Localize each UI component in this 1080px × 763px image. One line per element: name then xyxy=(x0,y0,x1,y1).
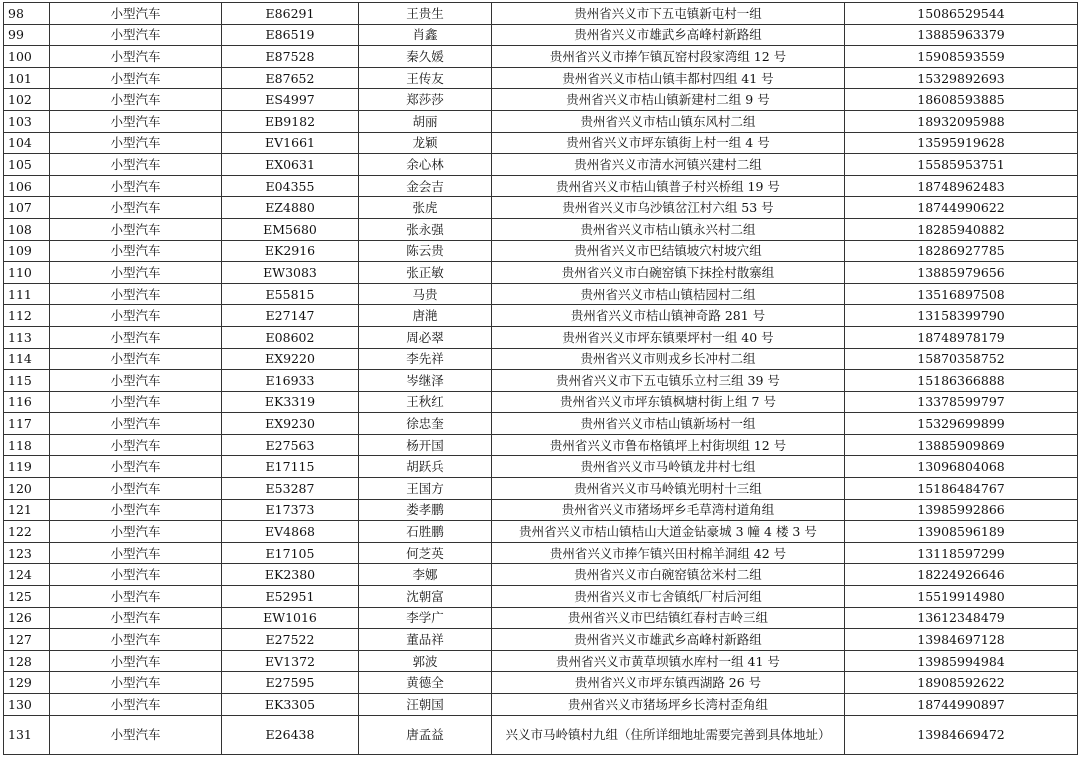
vehicle-owner-table xyxy=(3,2,1078,755)
plate-number-cell: EK2916 xyxy=(222,240,359,262)
vehicle-type-cell: 小型汽车 xyxy=(50,694,222,716)
plate-number-cell: EB9182 xyxy=(222,110,359,132)
address-cell: 贵州省兴义市下五屯镇乐立村三组 39 号 xyxy=(492,370,845,392)
address-cell: 贵州省兴义市则戎乡长冲村二组 xyxy=(492,348,845,370)
phone-cell: 15870358752 xyxy=(845,348,1078,370)
table-row xyxy=(4,694,1078,716)
vehicle-type-cell: 小型汽车 xyxy=(50,607,222,629)
address-cell: 贵州省兴义市雄武乡高峰村新路组 xyxy=(492,629,845,651)
phone-cell: 15585953751 xyxy=(845,154,1078,176)
row-number-cell: 130 xyxy=(4,694,50,716)
table-row xyxy=(4,478,1078,500)
owner-name-cell: 张正敏 xyxy=(359,262,492,284)
phone-cell: 18748962483 xyxy=(845,175,1078,197)
table-row xyxy=(4,24,1078,46)
vehicle-type-cell: 小型汽车 xyxy=(50,262,222,284)
phone-cell: 18608593885 xyxy=(845,89,1078,111)
table-row xyxy=(4,262,1078,284)
row-number-cell: 98 xyxy=(4,3,50,25)
owner-name-cell: 唐孟益 xyxy=(359,715,492,754)
row-number-cell: 127 xyxy=(4,629,50,651)
owner-name-cell: 马贵 xyxy=(359,283,492,305)
owner-name-cell: 杨开国 xyxy=(359,434,492,456)
table-row xyxy=(4,46,1078,68)
plate-number-cell: E04355 xyxy=(222,175,359,197)
plate-number-cell: EM5680 xyxy=(222,218,359,240)
address-cell: 贵州省兴义市巴结镇红春村吉岭三组 xyxy=(492,607,845,629)
vehicle-type-cell: 小型汽车 xyxy=(50,499,222,521)
plate-number-cell: EX9220 xyxy=(222,348,359,370)
plate-number-cell: E17373 xyxy=(222,499,359,521)
table-row xyxy=(4,175,1078,197)
owner-name-cell: 沈朝富 xyxy=(359,586,492,608)
owner-name-cell: 余心林 xyxy=(359,154,492,176)
vehicle-type-cell: 小型汽车 xyxy=(50,89,222,111)
vehicle-type-cell: 小型汽车 xyxy=(50,283,222,305)
phone-cell: 18286927785 xyxy=(845,240,1078,262)
plate-number-cell: E17105 xyxy=(222,542,359,564)
phone-cell: 18224926646 xyxy=(845,564,1078,586)
row-number-cell: 123 xyxy=(4,542,50,564)
vehicle-type-cell: 小型汽车 xyxy=(50,564,222,586)
address-cell: 贵州省兴义市鲁布格镇坪上村街坝组 12 号 xyxy=(492,434,845,456)
table-row xyxy=(4,499,1078,521)
address-cell: 贵州省兴义市巴结镇坡穴村坡穴组 xyxy=(492,240,845,262)
vehicle-type-cell: 小型汽车 xyxy=(50,305,222,327)
row-number-cell: 113 xyxy=(4,326,50,348)
owner-name-cell: 龙颖 xyxy=(359,132,492,154)
vehicle-type-cell: 小型汽车 xyxy=(50,456,222,478)
vehicle-type-cell: 小型汽车 xyxy=(50,218,222,240)
address-cell: 贵州省兴义市七舍镇纸厂村后河组 xyxy=(492,586,845,608)
owner-name-cell: 徐忠奎 xyxy=(359,413,492,435)
table-row xyxy=(4,370,1078,392)
phone-cell: 18908592622 xyxy=(845,672,1078,694)
phone-cell: 13158399790 xyxy=(845,305,1078,327)
phone-cell: 18744990897 xyxy=(845,694,1078,716)
table-row xyxy=(4,197,1078,219)
phone-cell: 15519914980 xyxy=(845,586,1078,608)
table-row xyxy=(4,586,1078,608)
plate-number-cell: E08602 xyxy=(222,326,359,348)
vehicle-type-cell: 小型汽车 xyxy=(50,46,222,68)
plate-number-cell: EV4868 xyxy=(222,521,359,543)
phone-cell: 13984669472 xyxy=(845,715,1078,754)
owner-name-cell: 黄德全 xyxy=(359,672,492,694)
owner-name-cell: 郑莎莎 xyxy=(359,89,492,111)
vehicle-type-cell: 小型汽车 xyxy=(50,132,222,154)
address-cell: 贵州省兴义市桔山镇丰都村四组 41 号 xyxy=(492,67,845,89)
address-cell: 贵州省兴义市猪场坪乡长湾村歪角组 xyxy=(492,694,845,716)
phone-cell: 13885979656 xyxy=(845,262,1078,284)
owner-name-cell: 肖鑫 xyxy=(359,24,492,46)
owner-name-cell: 王传友 xyxy=(359,67,492,89)
vehicle-type-cell: 小型汽车 xyxy=(50,434,222,456)
plate-number-cell: EW3083 xyxy=(222,262,359,284)
table-row xyxy=(4,326,1078,348)
address-cell: 贵州省兴义市马岭镇光明村十三组 xyxy=(492,478,845,500)
row-number-cell: 104 xyxy=(4,132,50,154)
owner-name-cell: 周必翠 xyxy=(359,326,492,348)
address-cell: 贵州省兴义市猪场坪乡毛草湾村道角组 xyxy=(492,499,845,521)
address-cell: 贵州省兴义市桔山镇新建村二组 9 号 xyxy=(492,89,845,111)
row-number-cell: 126 xyxy=(4,607,50,629)
phone-cell: 13595919628 xyxy=(845,132,1078,154)
plate-number-cell: ES4997 xyxy=(222,89,359,111)
row-number-cell: 117 xyxy=(4,413,50,435)
vehicle-type-cell: 小型汽车 xyxy=(50,672,222,694)
owner-name-cell: 张虎 xyxy=(359,197,492,219)
table-row xyxy=(4,607,1078,629)
table-row xyxy=(4,413,1078,435)
row-number-cell: 128 xyxy=(4,650,50,672)
address-cell: 贵州省兴义市白碗窑镇岔米村二组 xyxy=(492,564,845,586)
table-row xyxy=(4,283,1078,305)
vehicle-type-cell: 小型汽车 xyxy=(50,370,222,392)
row-number-cell: 101 xyxy=(4,67,50,89)
row-number-cell: 108 xyxy=(4,218,50,240)
plate-number-cell: E17115 xyxy=(222,456,359,478)
address-cell: 兴义市马岭镇村九组（住所详细地址需要完善到具体地址） xyxy=(492,715,845,754)
owner-name-cell: 张永强 xyxy=(359,218,492,240)
row-number-cell: 102 xyxy=(4,89,50,111)
row-number-cell: 121 xyxy=(4,499,50,521)
address-cell: 贵州省兴义市白碗窑镇下抹拴村散寨组 xyxy=(492,262,845,284)
phone-cell: 13985994984 xyxy=(845,650,1078,672)
address-cell: 贵州省兴义市桔山镇新场村一组 xyxy=(492,413,845,435)
plate-number-cell: E27563 xyxy=(222,434,359,456)
address-cell: 贵州省兴义市捧乍镇瓦窑村段家湾组 12 号 xyxy=(492,46,845,68)
plate-number-cell: EX0631 xyxy=(222,154,359,176)
row-number-cell: 115 xyxy=(4,370,50,392)
phone-cell: 13612348479 xyxy=(845,607,1078,629)
row-number-cell: 129 xyxy=(4,672,50,694)
row-number-cell: 124 xyxy=(4,564,50,586)
table-row xyxy=(4,240,1078,262)
address-cell: 贵州省兴义市雄武乡高峰村新路组 xyxy=(492,24,845,46)
table-row xyxy=(4,305,1078,327)
table-row xyxy=(4,67,1078,89)
phone-cell: 15329699899 xyxy=(845,413,1078,435)
plate-number-cell: E86519 xyxy=(222,24,359,46)
plate-number-cell: E87652 xyxy=(222,67,359,89)
row-number-cell: 131 xyxy=(4,715,50,754)
table-row xyxy=(4,132,1078,154)
plate-number-cell: EK2380 xyxy=(222,564,359,586)
owner-name-cell: 陈云贵 xyxy=(359,240,492,262)
address-cell: 贵州省兴义市桔山镇神奇路 281 号 xyxy=(492,305,845,327)
address-cell: 贵州省兴义市马岭镇龙井村七组 xyxy=(492,456,845,478)
row-number-cell: 125 xyxy=(4,586,50,608)
vehicle-type-cell: 小型汽车 xyxy=(50,175,222,197)
table-row xyxy=(4,348,1078,370)
vehicle-type-cell: 小型汽车 xyxy=(50,586,222,608)
table-row xyxy=(4,3,1078,25)
row-number-cell: 109 xyxy=(4,240,50,262)
address-cell: 贵州省兴义市桔山镇永兴村二组 xyxy=(492,218,845,240)
table-body xyxy=(4,3,1078,755)
address-cell: 贵州省兴义市桔山镇桔园村二组 xyxy=(492,283,845,305)
phone-cell: 15186366888 xyxy=(845,370,1078,392)
plate-number-cell: EX9230 xyxy=(222,413,359,435)
table-row xyxy=(4,521,1078,543)
phone-cell: 15186484767 xyxy=(845,478,1078,500)
phone-cell: 13516897508 xyxy=(845,283,1078,305)
address-cell: 贵州省兴义市坪东镇栗坪村一组 40 号 xyxy=(492,326,845,348)
plate-number-cell: E27147 xyxy=(222,305,359,327)
owner-name-cell: 何芝英 xyxy=(359,542,492,564)
phone-cell: 13096804068 xyxy=(845,456,1078,478)
vehicle-type-cell: 小型汽车 xyxy=(50,24,222,46)
owner-name-cell: 董品祥 xyxy=(359,629,492,651)
row-number-cell: 105 xyxy=(4,154,50,176)
vehicle-type-cell: 小型汽车 xyxy=(50,348,222,370)
owner-name-cell: 胡丽 xyxy=(359,110,492,132)
vehicle-owner-table-sheet xyxy=(3,2,1077,755)
row-number-cell: 107 xyxy=(4,197,50,219)
vehicle-type-cell: 小型汽车 xyxy=(50,197,222,219)
table-row xyxy=(4,672,1078,694)
plate-number-cell: EW1016 xyxy=(222,607,359,629)
plate-number-cell: EK3319 xyxy=(222,391,359,413)
table-row xyxy=(4,650,1078,672)
table-row xyxy=(4,154,1078,176)
phone-cell: 13118597299 xyxy=(845,542,1078,564)
plate-number-cell: EK3305 xyxy=(222,694,359,716)
phone-cell: 15908593559 xyxy=(845,46,1078,68)
owner-name-cell: 胡跃兵 xyxy=(359,456,492,478)
owner-name-cell: 李先祥 xyxy=(359,348,492,370)
vehicle-type-cell: 小型汽车 xyxy=(50,67,222,89)
phone-cell: 13908596189 xyxy=(845,521,1078,543)
address-cell: 贵州省兴义市捧乍镇兴田村棉羊洞组 42 号 xyxy=(492,542,845,564)
row-number-cell: 112 xyxy=(4,305,50,327)
vehicle-type-cell: 小型汽车 xyxy=(50,326,222,348)
address-cell: 贵州省兴义市黄草坝镇水库村一组 41 号 xyxy=(492,650,845,672)
address-cell: 贵州省兴义市乌沙镇岔江村六组 53 号 xyxy=(492,197,845,219)
phone-cell: 13985992866 xyxy=(845,499,1078,521)
vehicle-type-cell: 小型汽车 xyxy=(50,240,222,262)
address-cell: 贵州省兴义市清水河镇兴建村二组 xyxy=(492,154,845,176)
phone-cell: 13984697128 xyxy=(845,629,1078,651)
owner-name-cell: 岑继泽 xyxy=(359,370,492,392)
phone-cell: 18932095988 xyxy=(845,110,1078,132)
owner-name-cell: 王秋红 xyxy=(359,391,492,413)
table-row xyxy=(4,564,1078,586)
plate-number-cell: E52951 xyxy=(222,586,359,608)
row-number-cell: 114 xyxy=(4,348,50,370)
owner-name-cell: 李娜 xyxy=(359,564,492,586)
address-cell: 贵州省兴义市坪东镇街上村一组 4 号 xyxy=(492,132,845,154)
table-row xyxy=(4,456,1078,478)
row-number-cell: 120 xyxy=(4,478,50,500)
row-number-cell: 118 xyxy=(4,434,50,456)
vehicle-type-cell: 小型汽车 xyxy=(50,629,222,651)
vehicle-type-cell: 小型汽车 xyxy=(50,413,222,435)
phone-cell: 13885909869 xyxy=(845,434,1078,456)
address-cell: 贵州省兴义市下五屯镇新屯村一组 xyxy=(492,3,845,25)
vehicle-type-cell: 小型汽车 xyxy=(50,391,222,413)
table-row xyxy=(4,434,1078,456)
phone-cell: 15329892693 xyxy=(845,67,1078,89)
owner-name-cell: 娄孝鹏 xyxy=(359,499,492,521)
plate-number-cell: E27595 xyxy=(222,672,359,694)
row-number-cell: 122 xyxy=(4,521,50,543)
vehicle-type-cell: 小型汽车 xyxy=(50,715,222,754)
table-row xyxy=(4,391,1078,413)
table-row xyxy=(4,715,1078,754)
row-number-cell: 111 xyxy=(4,283,50,305)
plate-number-cell: E55815 xyxy=(222,283,359,305)
row-number-cell: 110 xyxy=(4,262,50,284)
owner-name-cell: 石胜鹏 xyxy=(359,521,492,543)
owner-name-cell: 唐滟 xyxy=(359,305,492,327)
owner-name-cell: 秦久媛 xyxy=(359,46,492,68)
vehicle-type-cell: 小型汽车 xyxy=(50,542,222,564)
phone-cell: 18744990622 xyxy=(845,197,1078,219)
table-row xyxy=(4,542,1078,564)
plate-number-cell: E53287 xyxy=(222,478,359,500)
row-number-cell: 99 xyxy=(4,24,50,46)
owner-name-cell: 王国方 xyxy=(359,478,492,500)
phone-cell: 13885963379 xyxy=(845,24,1078,46)
table-row xyxy=(4,218,1078,240)
plate-number-cell: E87528 xyxy=(222,46,359,68)
phone-cell: 18748978179 xyxy=(845,326,1078,348)
address-cell: 贵州省兴义市桔山镇东风村二组 xyxy=(492,110,845,132)
phone-cell: 13378599797 xyxy=(845,391,1078,413)
owner-name-cell: 汪朝国 xyxy=(359,694,492,716)
owner-name-cell: 王贵生 xyxy=(359,3,492,25)
vehicle-type-cell: 小型汽车 xyxy=(50,521,222,543)
address-cell: 贵州省兴义市坪东镇西湖路 26 号 xyxy=(492,672,845,694)
address-cell: 贵州省兴义市坪东镇枫塘村街上组 7 号 xyxy=(492,391,845,413)
owner-name-cell: 金会吉 xyxy=(359,175,492,197)
table-row xyxy=(4,89,1078,111)
vehicle-type-cell: 小型汽车 xyxy=(50,3,222,25)
plate-number-cell: E16933 xyxy=(222,370,359,392)
address-cell: 贵州省兴义市桔山镇桔山大道金钻豪城 3 幢 4 楼 3 号 xyxy=(492,521,845,543)
vehicle-type-cell: 小型汽车 xyxy=(50,154,222,176)
plate-number-cell: EV1661 xyxy=(222,132,359,154)
row-number-cell: 119 xyxy=(4,456,50,478)
table-row xyxy=(4,110,1078,132)
plate-number-cell: E27522 xyxy=(222,629,359,651)
address-cell: 贵州省兴义市桔山镇普子村兴桥组 19 号 xyxy=(492,175,845,197)
row-number-cell: 116 xyxy=(4,391,50,413)
vehicle-type-cell: 小型汽车 xyxy=(50,110,222,132)
table-row xyxy=(4,629,1078,651)
row-number-cell: 100 xyxy=(4,46,50,68)
plate-number-cell: E86291 xyxy=(222,3,359,25)
owner-name-cell: 郭波 xyxy=(359,650,492,672)
plate-number-cell: E26438 xyxy=(222,715,359,754)
owner-name-cell: 李学广 xyxy=(359,607,492,629)
row-number-cell: 103 xyxy=(4,110,50,132)
row-number-cell: 106 xyxy=(4,175,50,197)
phone-cell: 18285940882 xyxy=(845,218,1078,240)
plate-number-cell: EV1372 xyxy=(222,650,359,672)
plate-number-cell: EZ4880 xyxy=(222,197,359,219)
vehicle-type-cell: 小型汽车 xyxy=(50,478,222,500)
vehicle-type-cell: 小型汽车 xyxy=(50,650,222,672)
phone-cell: 15086529544 xyxy=(845,3,1078,25)
